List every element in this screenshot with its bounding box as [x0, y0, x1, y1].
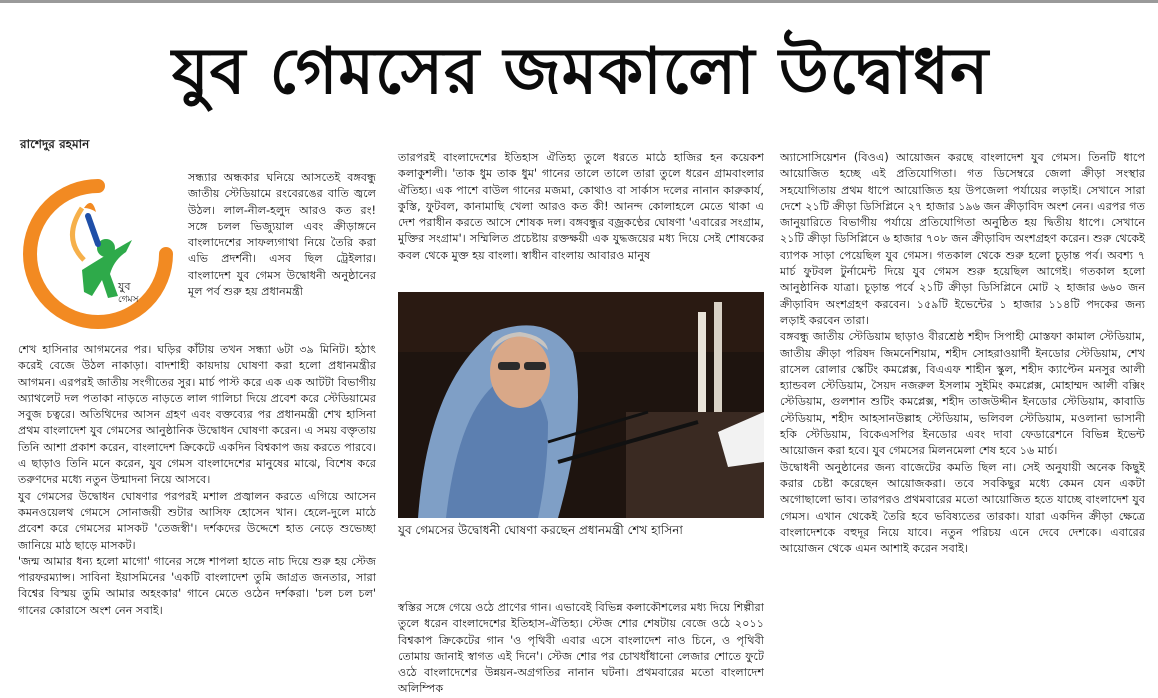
byline: রাশেদুর রহমান: [20, 137, 90, 151]
column-1-top: [188, 170, 376, 342]
photo-illustration: [398, 292, 764, 518]
paragraph: বঙ্গবন্ধু জাতীয় স্টেডিয়াম ছাড়াও বীরশ্রেষ্ঠ শহীদ সিপাহী মোস্তফা কামাল স্টেডিয়াম, জাতীয় ক্রীড়া পরিষদ জিমনেশিয়াম, শহীদ সোহরাওয়ার্দী ইনডোর স্টেডিয়াম, শেখ রাসেল রোলার স্কেটিং কমপ্লেক্স, বিএএফ শাহীন স্কুল, শহীদ ক্যাপ্টেন মনসুর আলী হ্যান্ডবল স্টেডিয়াম, সৈয়দ নজরুল ইসলাম সুইমিং কমপ্লেক্স, মোহাম্মদ আলী বক্সিং স্টেডিয়াম, গুলশান শুটিং কমপ্লেক্স, শহীদ তাজউদ্দীন ইনডোর স্টেডিয়াম, কাবাডি স্টেডিয়াম, শহীদ আহসানউল্লাহ স্টেডিয়াম, ভলিবল স্টেডিয়াম, মওলানা ভাসানী হকি স্টেডিয়াম, বিকেএসপির ইনডোর এবং দাবা ফেডারেশনে বিভিন্ন ইভেন্ট আয়োজন করা হবে। যুব গেমসের মিলনমেলা শেষ হবে ১৬ মার্চ।: [780, 330, 1145, 458]
photo-caption: যুব গেমসের উদ্বোধনী ঘোষণা করছেন প্রধানমন্ত্রী শেখ হাসিনা: [398, 523, 683, 537]
youth-games-logo: [22, 178, 174, 330]
column-3: [780, 150, 1145, 662]
column-1-bottom: [18, 342, 376, 660]
paragraph: উদ্বোধনী অনুষ্ঠানের জন্য বাজেটের কমতি ছিল না। সেই অনুযায়ী অনেক কিছুই করার চেষ্টা করেছেন আয়োজকরা। তবে সবকিছুর মধ্যে কেমন যেন একটা অগোছালো ভাব। তারপরও প্রথমবারের মতো আয়োজিত হতে যাচ্ছে বাংলাদেশ যুব গেমস। এখান থেকেই তৈরি হবে ভবিষ্যতের তারকা। যারা একদিন ক্রীড়া ক্ষেত্রে বাংলাদেশকে বহুদূর নিয়ে যাবে। নতুন পরিচয় এনে দেবে দেশকে। এবারের আয়োজন থেকে এমন আশাই করেন সবাই।: [780, 460, 1145, 556]
paragraph: স্বস্তির সঙ্গে গেয়ে ওঠে প্রাণের গান। এভাবেই বিভিন্ন কলাকৌশলের মধ্য দিয়ে শিল্পীরা তুলে ধরেন বাংলাদেশের ইতিহাস-ঐতিহ্য। স্টেজ শোর শেষটায় বেজে ওঠে ২০১১ বিশ্বকাপ ক্রিকেটের গান 'ও পৃথিবী এবার এসে বাংলাদেশ নাও চিনে, ও পৃথিবী তোমায় জানাই স্বাগত এই দিনে'। স্টেজ শোর পর চোখধাঁধানো লেজার শোতে ফুটে ওঠে বাংলাদেশের উন্নয়ন-অগ্রগতির নানান ঘটনা। প্রথমবারের মতো বাংলাদেশ অলিম্পিক: [398, 601, 764, 696]
column-2-bottom: [398, 600, 764, 696]
paragraph: সন্ধ্যার অন্ধকার ঘনিয়ে আসতেই বঙ্গবন্ধু জাতীয় স্টেডিয়ামে রংবেরঙের বাতি জ্বলে উঠল। লাল-নীল-হলুদ আরও কত রং! সঙ্গে চলল ভিজ্যুয়াল এবং ক্রীড়াঙ্গনে বাংলাদেশের সাফল্যগাথা নিয়ে তৈরি করা এভি প্রদর্শনী। এসব ছিল ট্রেইলার। বাংলাদেশ যুব গেমস উদ্বোধনী অনুষ্ঠানের মূল পর্ব শুরু হয় প্রধানমন্ত্রী: [188, 171, 376, 299]
logo-text-1: যুব: [118, 280, 131, 293]
top-rule: [0, 0, 1158, 3]
headline: যুব গেমসের জমকালো উদ্বোধন: [171, 35, 990, 109]
paragraph: তারপরই বাংলাদেশের ইতিহাস ঐতিহ্য তুলে ধরতে মাঠে হাজির হন কয়েকশ কলাকুশলী। 'তাক ধুম তাক ধুম' গানের তালে তালে তারা তুলে ধরেন গ্রামবাংলার ঐতিহ্য। এক পাশে বাউল গানের মজমা, কোথাও বা সার্কাস দলের নানান কারুকার্য, কুস্তি, ফুটবল, কানামাছি খেলা আরও কত কী! আনন্দ কোলাহলে মেতে থাকা এ দেশ পরাধীন করতে আসে শোষক দল। বঙ্গবন্ধুর বজ্রকণ্ঠের ঘোষণা 'এবারের সংগ্রাম, মুক্তির সংগ্রাম'। সম্মিলিত প্রচেষ্টায় রক্তক্ষয়ী এক যুদ্ধজয়ের মধ্য দিয়ে সেই শোষকের কবল থেকে মুক্ত হয় বাংলা। স্বাধীন বাংলায় আবারও মানুষ: [398, 151, 764, 262]
paragraph: যুব গেমসের উদ্বোধন ঘোষণার পরপরই মশাল প্রজ্বালন করতে এগিয়ে আসেন কমনওয়েলথ গেমসে সোনাজয়ী শুটার আসিফ হোসেন খান। হেলে-দুলে মাঠে প্রবেশ করে গেমসের মাসকট 'তেজস্বী'। দর্শকদের উদ্দেশে হাত নেড়ে শুভেচ্ছা জানিয়ে মাঠ ছাড়ে মাসকট।: [18, 489, 376, 552]
paragraph: 'জন্ম আমার ধন্য হলো মাগো' গানের সঙ্গে শাপলা হাতে নাচ দিয়ে শুরু হয় স্টেজ পারফরম্যান্স। সাবিনা ইয়াসমিনের 'একটি বাংলাদেশ তুমি জাগ্রত জনতার, সারা বিশ্বের বিস্ময় তুমি আমার অহংকার' গানে মেতে ওঠেন দর্শকরা। 'চল চল চল' গানের কোরাসে অংশ নেন সবাই।: [18, 554, 376, 617]
logo-text-2: গেমস: [118, 295, 139, 305]
paragraph: শেখ হাসিনার আগমনের পর। ঘড়ির কাঁটায় তখন সন্ধ্যা ৬টা ৩৯ মিনিট। হঠাৎ করেই বেজে উঠল নাকাড়া। বাদশাহী কায়দায় ঘোষণা করা হলো প্রধানমন্ত্রীর আগমন। এরপরই জাতীয় সংগীতের সুর। মার্চ পাস্ট করে এক এক আটটা বিভাগীয় অ্যাথলেট দল পতাকা নাড়তে নাড়তে লাল গালিচা দিয়ে প্রবেশ করে স্টেডিয়ামের সবুজ চত্বরে। অতিথিদের আসন গ্রহণ এবং বক্তব্যের পর প্রধানমন্ত্রী শেখ হাসিনা প্রথম বাংলাদেশ যুব গেমসের আনুষ্ঠানিক উদ্বোধন ঘোষণা করেন। এ সময় বক্তৃতায় তিনি আশা প্রকাশ করেন, বাংলাদেশ ক্রিকেটে একদিন বিশ্বকাপ জয় করতে পারবে। এ ছাড়াও তিনি মনে করেন, যুব গেমস বাংলাদেশের মানুষের মাঝে, বিশেষ করে তরুণদের মধ্যে নতুন উন্মাদনা নিয়ে আসবে।: [18, 343, 376, 487]
paragraph: অ্যাসোসিয়েশন (বিওএ) আয়োজন করছে বাংলাদেশ যুব গেমস। তিনটি ধাপে আয়োজিত হচ্ছে এই প্রতিযোগিতা। গত ডিসেম্বরে জেলা ক্রীড়া সংস্থার সহযোগিতায় প্রথম ধাপে আয়োজিত হয় উপজেলা পর্যায়ের লড়াই। সেখানে সারা দেশে ২১টি ক্রীড়া ডিসিপ্লিনে ২৭ হাজার ১৯৬ জন ক্রীড়াবিদ অংশ নেন। এরপর গত জানুয়ারিতে বিভাগীয় পর্যায়ে প্রতিযোগিতা অনুষ্ঠিত হয় দ্বিতীয় ধাপে। সেখানে ২১টি ক্রীড়া ডিসিপ্লিনে ৬ হাজার ৭০৮ জন ক্রীড়াবিদ অংশগ্রহণ করেন। শুরু থেকেই ব্যাপক সাড়া পেয়েছিল যুব গেমস। গতকাল থেকে শুরু হলো চূড়ান্ত পর্ব। অবশ্য ৭ মার্চ ফুটবল টুর্নামেন্ট দিয়ে যুব গেমস শুরু হয়েছিল আগেই। গতকাল হলো আনুষ্ঠানিক যাত্রা। চূড়ান্ত পর্বে ২১টি ক্রীড়া ডিসিপ্লিনে মোট ২ হাজার ৬৬০ জন ক্রীড়াবিদ অংশগ্রহণ করবেন। ১৫৯টি ইভেন্টের ১ হাজার ১১৪টি পদকের জন্য লড়াই করবেন তারা।: [780, 151, 1145, 327]
column-2-top: [398, 150, 764, 290]
news-photo: [398, 292, 764, 518]
